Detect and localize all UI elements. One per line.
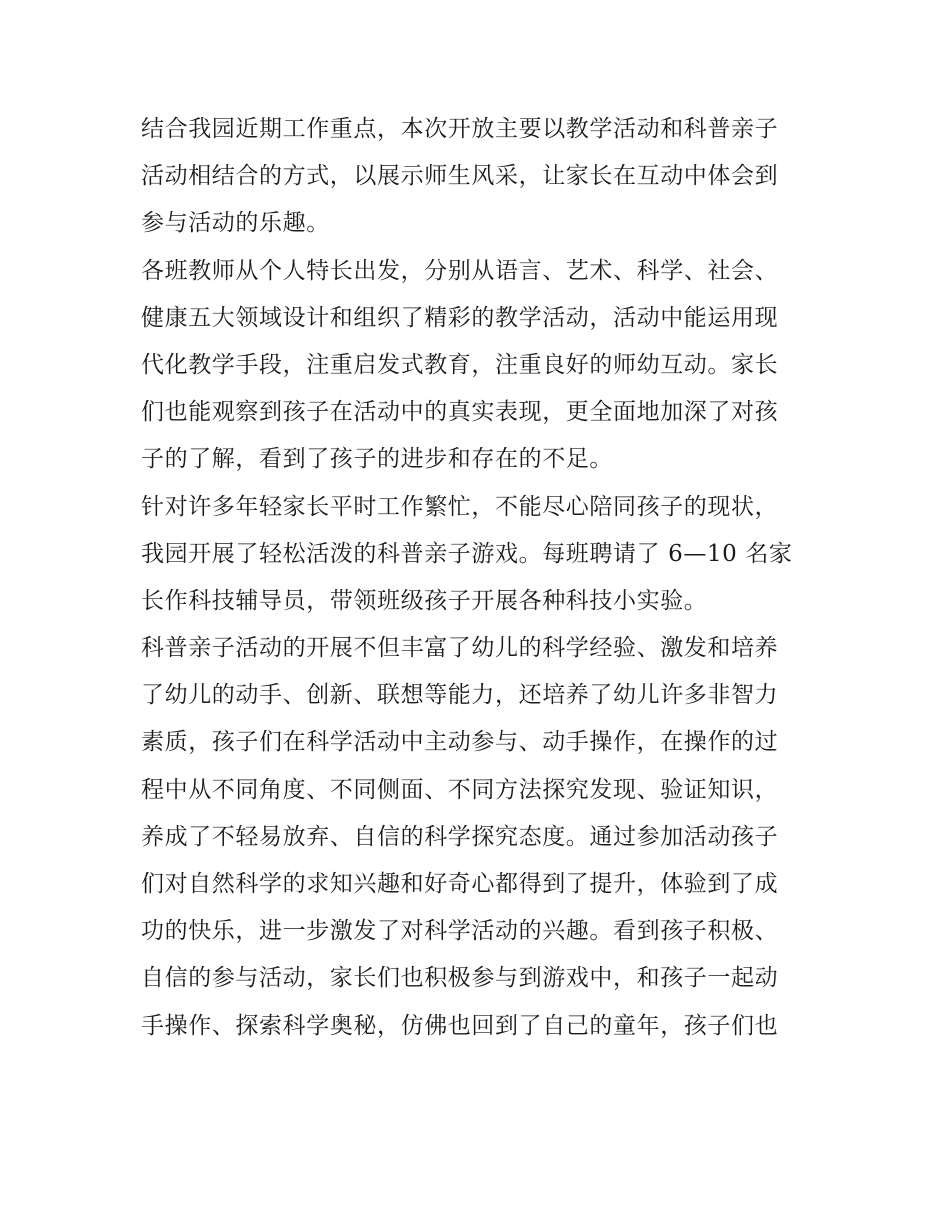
text-line: 子的了解，看到了孩子的进步和存在的不足。 [141, 446, 613, 473]
document-body [141, 106, 813, 1050]
paragraph-2 [141, 248, 813, 484]
text-line: 素质，孩子们在科学活动中主动参与、动手操作，在操作的过 [141, 729, 779, 756]
text-line: 参与活动的乐趣。 [141, 210, 330, 237]
text-line: 们对自然科学的求知兴趣和好奇心都得到了提升，体验到了成 [141, 871, 779, 897]
text-line: 结合我园近期工作重点，本次开放主要以教学活动和科普亲子 [141, 116, 779, 142]
text-line: 科普亲子活动的开展不但丰富了幼儿的科学经验、激发和培养 [141, 635, 779, 662]
text-line: 们也能观察到孩子在活动中的真实表现，更全面地加深了对孩 [141, 399, 779, 426]
text-line: 手操作、探索科学奥秘，仿佛也回到了自己的童年，孩子们也 [141, 1012, 779, 1039]
text-line: 健康五大领域设计和组织了精彩的教学活动，活动中能运用现 [141, 304, 779, 331]
paragraph-3 [141, 484, 813, 626]
text-line: 养成了不轻易放弃、自信的科学探究态度。通过参加活动孩子 [141, 823, 779, 850]
text-line: 活动相结合的方式，以展示师生风采，让家长在互动中体会到 [141, 163, 779, 190]
text-line: 长作科技辅导员，带领班级孩子开展各种科技小实验。 [141, 587, 708, 614]
text-line: 了幼儿的动手、创新、联想等能力，还培养了幼儿许多非智力 [141, 682, 779, 709]
paragraph-4 [141, 625, 813, 1050]
text-line: 我园开展了轻松活泼的科普亲子游戏。每班聘请了 6—10 名家 [141, 540, 793, 567]
paragraph-1 [141, 106, 813, 248]
text-line: 自信的参与活动，家长们也积极参与到游戏中，和孩子一起动 [141, 965, 779, 992]
text-line: 针对许多年轻家长平时工作繁忙，不能尽心陪同孩子的现状， [141, 493, 779, 520]
text-line: 功的快乐，进一步激发了对科学活动的兴趣。看到孩子积极、 [141, 918, 779, 945]
text-line: 程中从不同角度、不同侧面、不同方法探究发现、验证知识， [141, 776, 779, 803]
text-line: 各班教师从个人特长出发，分别从语言、艺术、科学、社会、 [141, 257, 779, 284]
text-line: 代化教学手段，注重启发式教育，注重良好的师幼互动。家长 [141, 351, 779, 378]
